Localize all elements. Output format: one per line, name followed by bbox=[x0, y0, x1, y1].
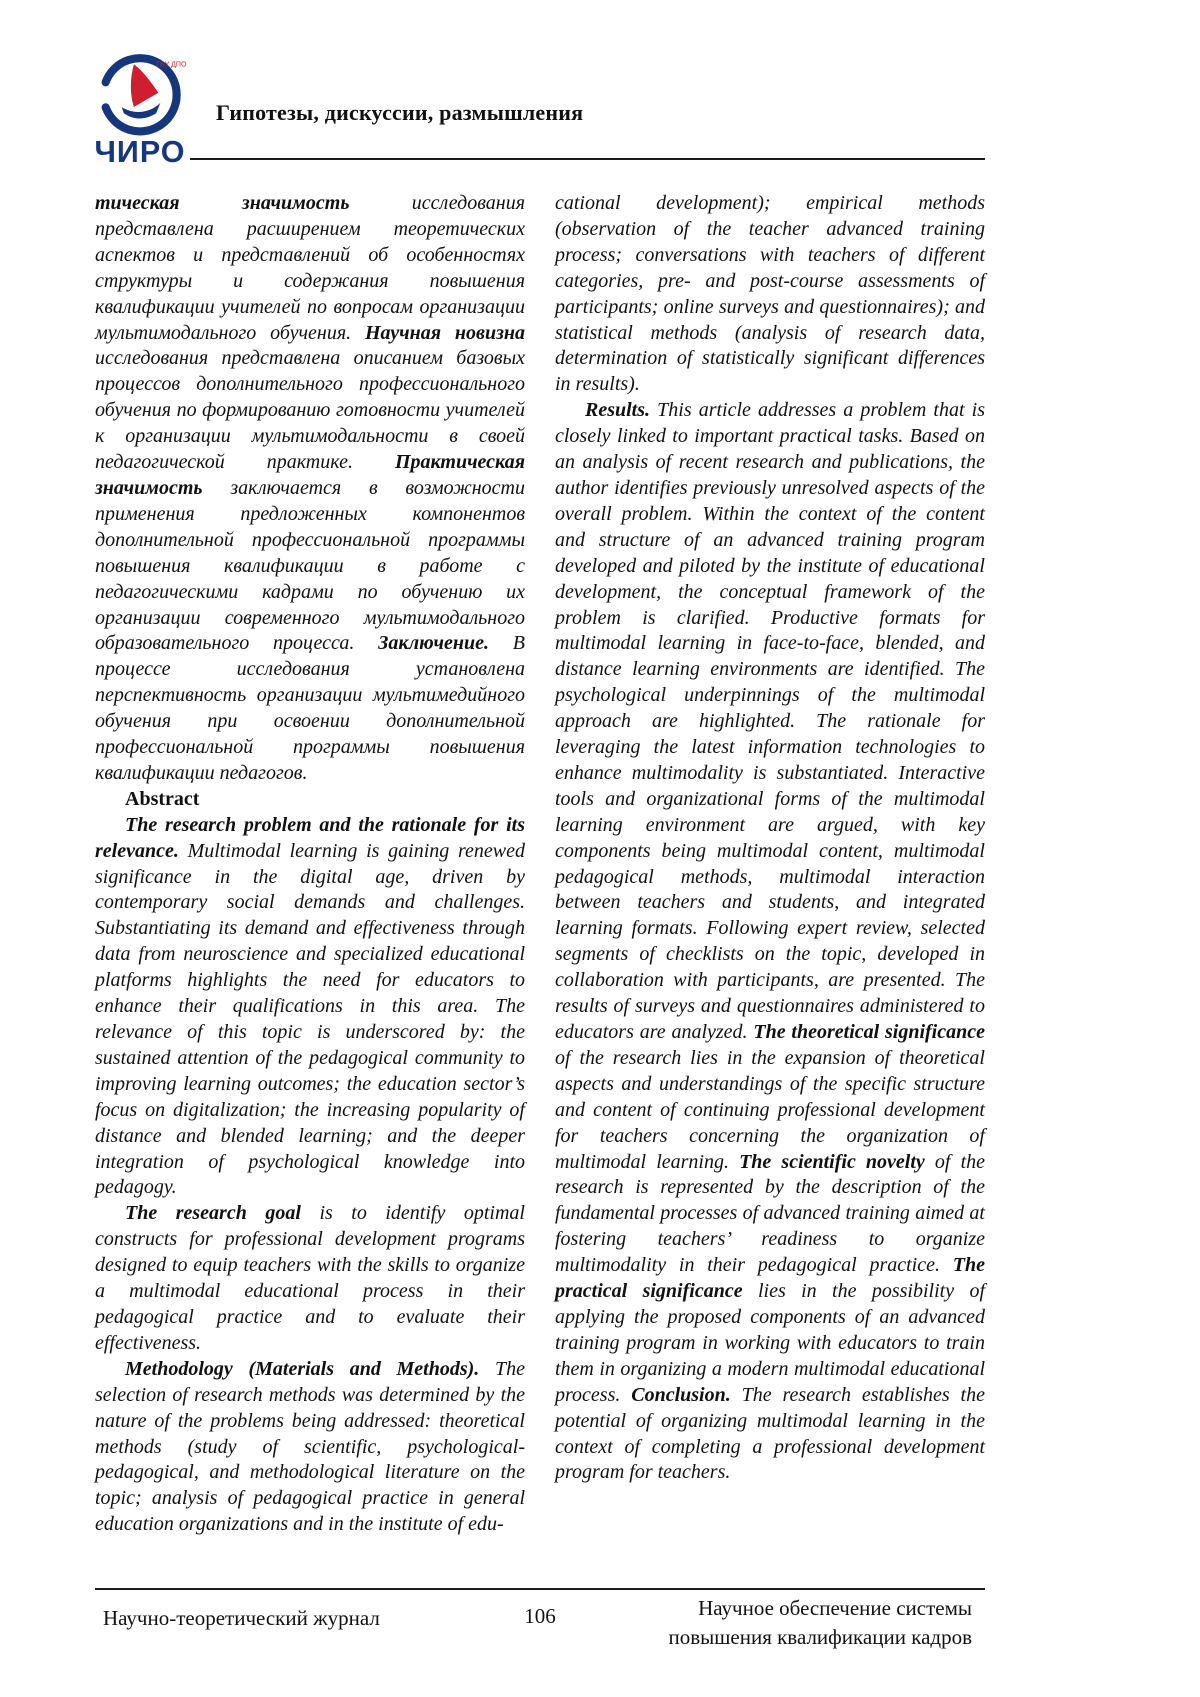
footer-divider bbox=[95, 1588, 985, 1590]
paragraph bbox=[95, 813, 525, 1202]
text-run: тическая значимость bbox=[95, 192, 350, 214]
paragraph bbox=[555, 191, 985, 398]
paragraph bbox=[95, 191, 525, 787]
text-run: Conclusion. bbox=[631, 1383, 731, 1406]
text-run: Практическая значимость bbox=[95, 451, 525, 499]
text-run: Methodology (Materials and Methods). bbox=[125, 1357, 480, 1380]
text-run: заключается в возможности применения предложенных компонентов дополнительной профессиональной программы повышения квалификации в работе с педагогическими кадрами по обучению их организации современного мультимодального образовательного процесса. bbox=[95, 476, 525, 655]
text-run: The selection of research methods was determined by the nature of the problems being addressed: theoretical methods (study of scientific, psychological-pedagogical, and methodological literature on the topic; analysis of pedagogical practice in general education organizations and in the institute of edu- bbox=[95, 1357, 525, 1536]
text-run: The theoretical significance bbox=[753, 1021, 985, 1043]
text-run: The practical significance bbox=[555, 1254, 985, 1303]
logo-sail-blue bbox=[122, 103, 161, 119]
paragraph bbox=[95, 1201, 525, 1356]
text-run: The scientific novelty bbox=[739, 1150, 925, 1173]
header-divider bbox=[190, 158, 985, 160]
paragraph bbox=[95, 787, 525, 813]
paragraph bbox=[95, 1357, 525, 1538]
footer-journal-name: Научное обеспечение системы повышения квалификации кадров bbox=[668, 1596, 972, 1649]
text-run: This article addresses a problem that is closely linked to important practical tasks. Based on an analysis of recent research and publications, the author identifies previously unresolved aspects of the overall problem. Within the context of the content and structure of an advanced training program developed and piloted by the institute of educational development, the conceptual framework of the problem is clarified. Productive formats for multimodal learning in face-to-face, blended, and distance learning environments are identified. The psychological underpinnings of the multimodal approach are highlighted. The rationale for leveraging the latest information technologies to enhance multimodality is substantiated. Interactive tools and organizational forms of the multimodal learning environment are argued, with key components being multimodal content, multimodal pedagogical methods, multimodal interaction between teachers and students, and integrated learning formats. Following expert review, selected segments of checklists on the topic, developed in collaboration with participants, are presented. The results of surveys and questionnaires administered to educators are analyzed. bbox=[555, 399, 985, 1043]
text-run: В процессе исследования установлена перспективность организации мультимедийного обучения при освоении дополнительной профессиональной программы повышения квалификации педагогов. bbox=[95, 632, 525, 784]
text-run: The research problem and the rationale for its relevance. bbox=[95, 813, 525, 862]
text-run: Заключение. bbox=[378, 632, 489, 655]
logo-text: ЧИРО bbox=[94, 134, 186, 168]
logo-emblem-icon bbox=[90, 48, 190, 168]
article-body bbox=[95, 191, 985, 1538]
text-run: Abstract bbox=[125, 787, 200, 810]
text-run: Multimodal learning is gaining renewed significance in the digital age, driven by contemporary social demands and challenges. Substantiating its demand and effectiveness through data from neuroscience and specialized educational platforms highlights the need for educators to enhance their qualifications in this area. The relevance of this topic is underscored by: the sustained attention of the pedagogical community to improving learning outcomes; the education sector’s focus on digitalization; the increasing popularity of distance and blended learning; and the deeper integration of psychological knowledge into pedagogy. bbox=[95, 839, 525, 1199]
text-run: of the research is represented by the description of the fundamental processes of advanced training aimed at fostering teachers’ readiness to organize multimodality in their pedagogical practice. bbox=[555, 1150, 986, 1277]
page-number: 106 bbox=[524, 1604, 556, 1628]
text-run: Научная новизна bbox=[365, 321, 525, 344]
logo-small-text: ГБУ ДПО bbox=[156, 60, 187, 69]
text-run: The research establishes the potential of organizing multimodal learning in the context of completing a professional development program for teachers. bbox=[555, 1383, 985, 1484]
text-run: of the research lies in the expansion of theoretical aspects and understandings of the specific structure and content of continuing professional development for teachers concerning the organization of multimodal learning. bbox=[555, 1046, 985, 1173]
text-run: Results. bbox=[585, 399, 651, 422]
text-run: is to identify optimal constructs for professional development programs designed to equip teachers with the skills to organize a multimodal educational process in their pedagogical practice and to evaluate their effectiveness. bbox=[95, 1202, 525, 1354]
text-run: исследования представлена описанием базовых процессов дополнительного профессионального обучения по формированию готовности учителей к организации мультимодальности в своей педагогической практике. bbox=[95, 347, 525, 474]
text-run: lies in the possibility of applying the proposed components of an advanced training program in working with educators to train them in organizing a modern multimodal educational process. bbox=[555, 1280, 985, 1406]
paragraph bbox=[555, 398, 985, 1486]
footer-journal-type: Научно-теоретический журнал bbox=[103, 1606, 380, 1630]
text-run: cational development); empirical methods (observation of the teacher advanced training process; conversations with teachers of different categories, pre- and post-course assessments of participants; online surveys and questionnaires); and statistical methods (analysis of research data, determination of statistically significant differences in results). bbox=[555, 192, 985, 396]
journal-logo bbox=[90, 48, 190, 173]
section-title: Гипотезы, дискуссии, размышления bbox=[216, 100, 584, 125]
text-run: The research goal bbox=[125, 1202, 301, 1225]
left-column bbox=[95, 191, 525, 1538]
right-column bbox=[555, 191, 985, 1538]
text-run: исследования представлена расширением теоретических аспектов и представлений об особенностях структуры и содержания повышения квалификации учителей по вопросам организации мультимодального обучения. bbox=[95, 192, 525, 344]
logo-sail-red bbox=[131, 64, 158, 107]
